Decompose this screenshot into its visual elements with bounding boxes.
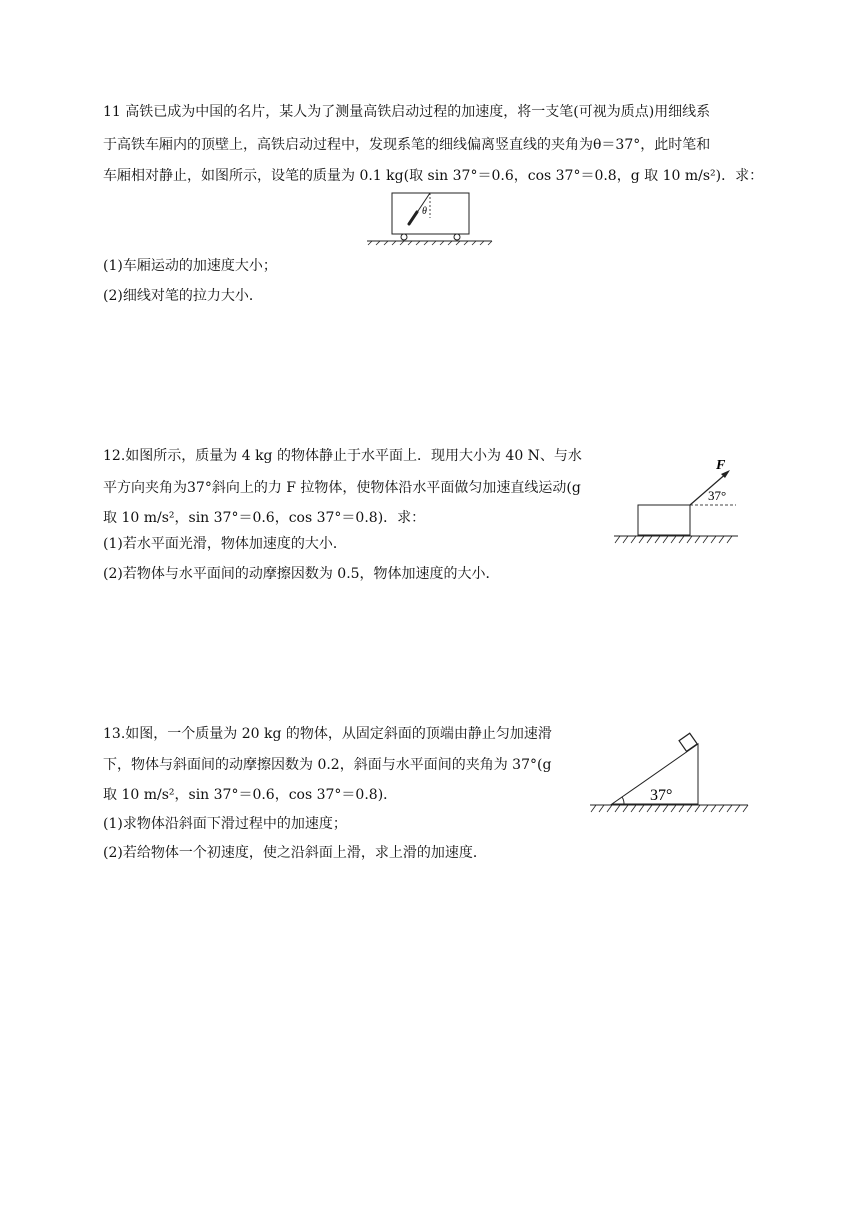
q12-sub-question-2: (2)若物体与水平面间的动摩擦因数为 0.5，物体加速度的大小． xyxy=(103,566,500,582)
q11-sub-question-1: (1)车厢运动的加速度大小； xyxy=(103,258,277,274)
wheel-right xyxy=(454,234,460,240)
q11-line-3: 车厢相对静止，如图所示，设笔的质量为 0.1 kg(取 sin 37°＝0.6，cos 37°＝0.8，g 取 10 m/s²)．求： xyxy=(103,168,764,184)
q12-line-2: 平方向夹角为37°斜向上的力 F 拉物体，使物体沿水平面做匀加速直线运动(g xyxy=(103,480,581,496)
q13-line-2: 下，物体与斜面间的动摩擦因数为 0.2，斜面与水平面间的夹角为 37°(g xyxy=(103,757,552,773)
q12-line-3: 取 10 m/s²，sin 37°＝0.6，cos 37°＝0.8)．求： xyxy=(103,510,426,526)
pen-icon xyxy=(409,212,417,224)
q12-line-1: 12.如图所示，质量为 4 kg 的物体静止于水平面上．现用大小为 40 N、与水 xyxy=(103,448,582,464)
q12-block-force-figure xyxy=(612,456,742,548)
ground-hatching xyxy=(591,805,748,812)
q11-line-2: 于高铁车厢内的顶壁上，高铁启动过程中，发现系笔的细线偏离竖直线的夹角为θ＝37°，此时笔和 xyxy=(103,137,711,153)
wheel-left xyxy=(401,234,407,240)
q11-line-1: 11 高铁已成为中国的名片，某人为了测量高铁启动过程的加速度，将一支笔(可视为质点)用细线系 xyxy=(103,104,711,120)
ground-hatching xyxy=(368,241,492,245)
q11-train-car-figure xyxy=(364,190,496,246)
theta-label: θ xyxy=(422,206,427,217)
angle-label: 37° xyxy=(650,787,673,804)
ground-hatching xyxy=(615,536,732,543)
q11-sub-question-2: (2)细线对笔的拉力大小． xyxy=(103,288,263,304)
q13-sub-question-1: (1)求物体沿斜面下滑过程中的加速度； xyxy=(103,816,347,832)
q13-line-1: 13.如图，一个质量为 20 kg 的物体，从固定斜面的顶端由静止匀加速滑 xyxy=(103,726,552,742)
q13-line-3: 取 10 m/s²，sin 37°＝0.6，cos 37°＝0.8)． xyxy=(103,787,398,803)
q13-incline-figure xyxy=(588,728,752,820)
q13-sub-question-2: (2)若给物体一个初速度，使之沿斜面上滑，求上滑的加速度． xyxy=(103,845,487,861)
block xyxy=(638,505,690,535)
q12-sub-question-1: (1)若水平面光滑，物体加速度的大小． xyxy=(103,536,347,552)
angle-label: 37° xyxy=(708,488,727,503)
force-label: F xyxy=(716,458,726,473)
